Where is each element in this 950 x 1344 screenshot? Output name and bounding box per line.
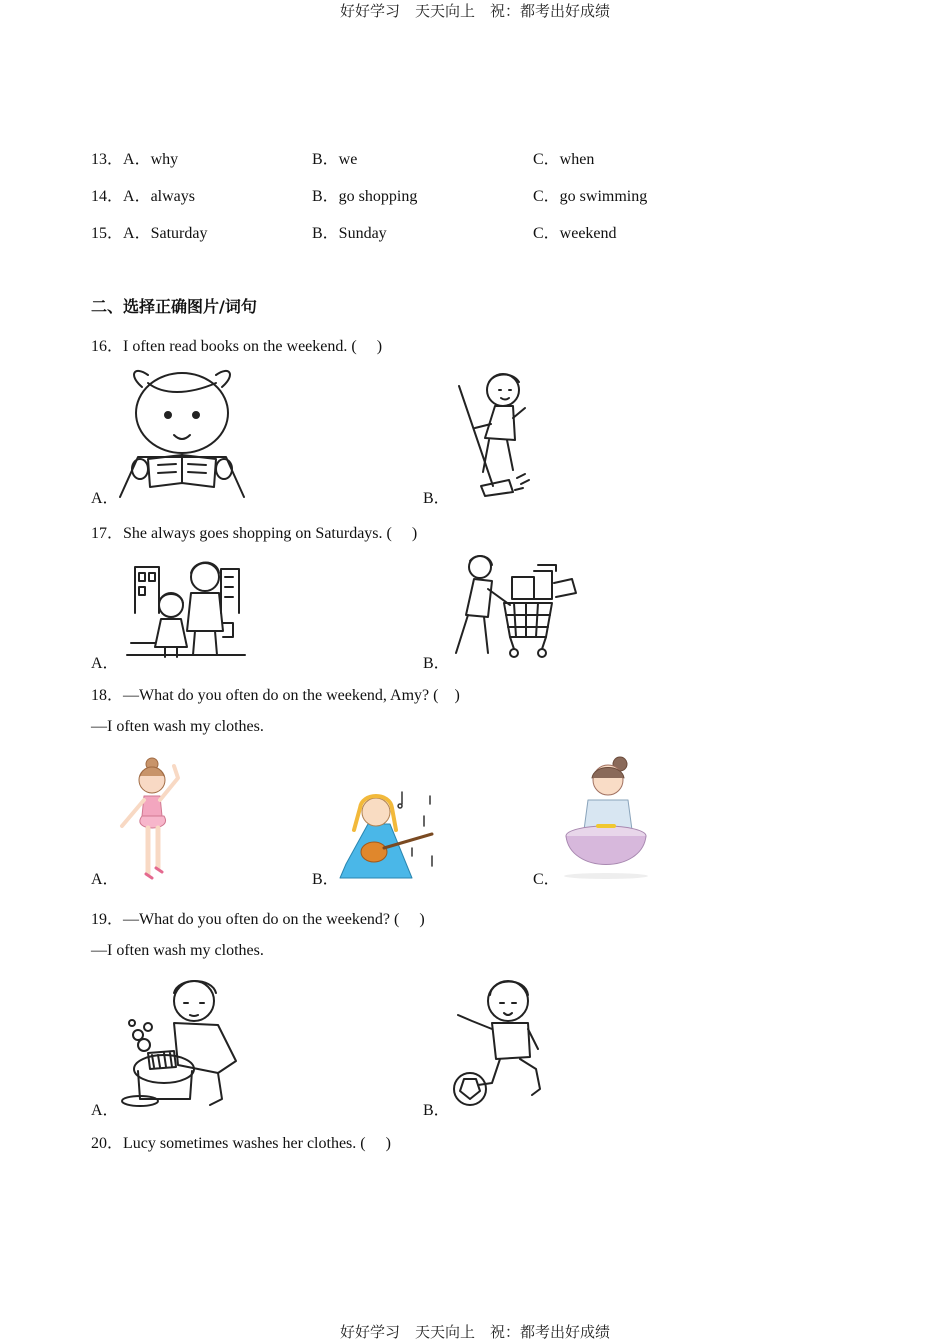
q17-option-b-label: B． <box>423 655 450 672</box>
q18-option-a-label: A． <box>91 871 119 888</box>
q13-a <box>91 146 178 169</box>
q13-num: 13． <box>91 151 124 168</box>
girl-reading-book-picture[interactable] <box>118 365 248 501</box>
girl-playing-guitar-picture[interactable] <box>338 790 454 882</box>
girl-washing-clothes-basin-picture[interactable] <box>562 756 652 880</box>
q14-option-a: A．always <box>123 188 196 205</box>
question-19-answer: —I often wash my clothes. <box>91 942 264 959</box>
q14-option-c: C．go swimming <box>533 188 648 205</box>
page-header-motto: 好好学习 天天向上 祝：都考出好成绩 <box>339 2 610 20</box>
q15-num: 15． <box>91 225 124 242</box>
q13-option-b: B．we <box>312 151 358 168</box>
q15-option-a: A．Saturday <box>123 225 208 242</box>
q17-option-a-label: A． <box>91 655 119 672</box>
boy-playing-football-picture[interactable] <box>450 975 546 1111</box>
q15-option-b: B．Sunday <box>312 225 387 242</box>
q16-option-b-label: B． <box>423 490 450 507</box>
q15-option-c: C．weekend <box>533 225 617 242</box>
q18-option-b-label: B． <box>312 871 339 888</box>
q16-option-a-label: A． <box>91 490 119 507</box>
q19-option-a-label: A． <box>91 1102 119 1119</box>
q14-option-b: B．go shopping <box>312 188 418 205</box>
q13-option-c: C．when <box>533 151 595 168</box>
mother-and-daughter-city-walk-picture[interactable] <box>125 553 247 659</box>
section-title: 二、选择正确图片/词句 <box>91 297 257 316</box>
girl-sweeping-picture[interactable] <box>455 368 540 496</box>
question-18-answer: —I often wash my clothes. <box>91 718 264 735</box>
question-16: 16．I often read books on the weekend. ( ) <box>91 338 383 355</box>
question-19: 19．—What do you often do on the weekend? ( ) <box>91 911 425 928</box>
q18-option-c-label: C． <box>533 871 560 888</box>
q14-a <box>91 183 195 206</box>
q13-option-a: A．why <box>123 151 179 168</box>
q14-num: 14． <box>91 188 124 205</box>
boy-washing-clothes-picture[interactable] <box>118 975 246 1111</box>
question-18: 18．—What do you often do on the weekend, Amy? ( ) <box>91 687 460 704</box>
q15-a <box>91 220 207 243</box>
question-20: 20．Lucy sometimes washes her clothes. ( ) <box>91 1135 391 1152</box>
q19-option-b-label: B． <box>423 1102 450 1119</box>
page-footer-motto: 好好学习 天天向上 祝：都考出好成绩 <box>339 1323 610 1341</box>
question-17: 17．She always goes shopping on Saturdays. ( ) <box>91 525 418 542</box>
woman-shopping-cart-picture[interactable] <box>448 553 578 663</box>
girl-dancing-ballet-picture[interactable] <box>118 756 198 880</box>
